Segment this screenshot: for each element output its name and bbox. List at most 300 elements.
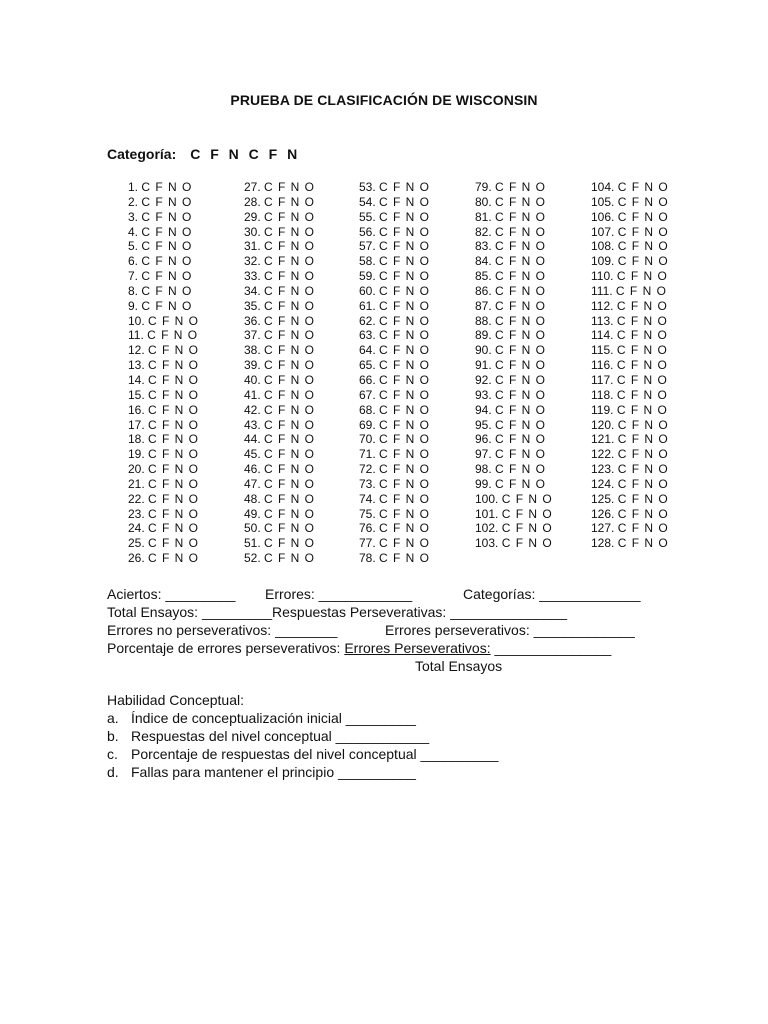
trial-number: 68. — [359, 402, 380, 417]
trial-item — [244, 477, 315, 492]
trial-number: 67. — [359, 387, 380, 402]
trial-number: 88. — [475, 313, 496, 328]
trial-item — [359, 492, 430, 507]
trial-item — [475, 388, 553, 403]
trial-number: 58. — [359, 254, 380, 269]
trial-item — [475, 447, 553, 462]
trial-item — [244, 418, 315, 433]
trial-item — [244, 551, 315, 566]
trial-item — [244, 210, 315, 225]
trial-options: C F N O — [495, 417, 547, 432]
trial-options: C F N O — [264, 254, 316, 269]
trial-item — [128, 447, 199, 462]
trial-number: 60. — [359, 283, 380, 298]
trial-number: 103. — [475, 536, 502, 551]
trial-item — [591, 462, 669, 477]
trial-options: C F N O — [379, 194, 431, 209]
trial-number: 101. — [475, 506, 502, 521]
categoria-line — [107, 146, 297, 162]
trial-options: C F N O — [616, 387, 668, 402]
trial-number: 8. — [128, 283, 142, 298]
trial-number: 72. — [359, 462, 380, 477]
trial-number: 93. — [475, 387, 496, 402]
trial-number: 59. — [359, 269, 380, 284]
trial-number: 62. — [359, 313, 380, 328]
trial-item — [359, 269, 430, 284]
porcentaje-numerator: Errores Perseverativos: — [344, 640, 491, 656]
trial-number: 71. — [359, 447, 380, 462]
trial-number: 127. — [591, 521, 618, 536]
trial-item — [359, 551, 430, 566]
trial-number: 17. — [128, 417, 149, 432]
trial-number: 50. — [244, 521, 265, 536]
trial-number: 20. — [128, 462, 149, 477]
porcentaje-denominator: Total Ensayos — [415, 658, 503, 674]
trial-number: 65. — [359, 358, 380, 373]
trial-number: 73. — [359, 476, 380, 491]
trial-number: 40. — [244, 372, 265, 387]
trial-options: C F N O — [148, 343, 200, 358]
trial-number: 34. — [244, 283, 265, 298]
trial-item — [591, 269, 669, 284]
trial-item — [475, 492, 553, 507]
trial-options: C F N O — [147, 328, 199, 343]
trials-column-3 — [359, 180, 430, 566]
trial-number: 91. — [475, 358, 496, 373]
habilidad-heading: Habilidad Conceptual: — [107, 692, 244, 708]
trial-item — [359, 432, 430, 447]
trial-item — [359, 536, 430, 551]
trial-options: C F N O — [141, 180, 193, 194]
trial-item — [244, 521, 315, 536]
trial-item — [591, 477, 669, 492]
trial-options: C F N O — [616, 358, 668, 373]
trial-number: 80. — [475, 194, 496, 209]
trials-column-2 — [244, 180, 315, 566]
trial-number: 117. — [591, 372, 617, 387]
trial-options: C F N O — [141, 224, 193, 239]
respuestas-perseverativas-field: Respuestas Perseverativas: _______________ — [272, 604, 567, 620]
trial-options: C F N O — [264, 328, 316, 343]
trial-number: 111. — [591, 283, 616, 298]
trial-options: C F N O — [148, 447, 200, 462]
trial-item — [591, 254, 669, 269]
trial-number: 115. — [591, 343, 617, 358]
habilidad-item-letter: d. — [107, 764, 119, 780]
trial-number: 47. — [244, 476, 265, 491]
trial-number: 24. — [128, 521, 149, 536]
trial-options: C F N O — [148, 521, 200, 536]
trial-number: 38. — [244, 343, 265, 358]
trial-options: C F N O — [617, 521, 669, 536]
trial-item — [128, 195, 199, 210]
trial-options: C F N O — [264, 476, 316, 491]
trial-item — [244, 239, 315, 254]
trial-options: C F N O — [379, 283, 431, 298]
trial-item — [128, 462, 199, 477]
trial-number: 54. — [359, 194, 380, 209]
trial-options: C F N O — [379, 447, 431, 462]
trial-item — [591, 403, 669, 418]
trial-item — [591, 195, 669, 210]
trial-item — [359, 180, 430, 195]
trial-options: C F N O — [495, 298, 547, 313]
trial-options: C F N O — [495, 476, 547, 491]
trial-number: 121. — [591, 432, 618, 447]
trial-number: 66. — [359, 372, 380, 387]
trial-options: C F N O — [501, 521, 553, 536]
errores-field: Errores: ____________ — [265, 586, 413, 602]
trial-item — [475, 225, 553, 240]
trial-item — [475, 373, 553, 388]
trial-item — [591, 210, 669, 225]
trial-item — [359, 299, 430, 314]
trial-item — [359, 462, 430, 477]
trial-number: 122. — [591, 447, 618, 462]
trial-options: C F N O — [617, 536, 669, 551]
trial-options: C F N O — [148, 313, 200, 328]
trial-number: 45. — [244, 447, 265, 462]
trial-number: 57. — [359, 239, 380, 254]
trial-number: 7. — [128, 269, 142, 284]
trial-item — [244, 225, 315, 240]
trial-options: C F N O — [264, 536, 316, 551]
trial-number: 44. — [244, 432, 265, 447]
trial-options: C F N O — [379, 402, 431, 417]
trial-options: C F N O — [617, 476, 669, 491]
trial-item — [244, 447, 315, 462]
trial-item — [359, 328, 430, 343]
trial-number: 107. — [591, 224, 618, 239]
trial-number: 96. — [475, 432, 496, 447]
trial-options: C F N O — [379, 209, 431, 224]
habilidad-item-letter: c. — [107, 746, 118, 762]
trial-item — [128, 477, 199, 492]
trial-number: 124. — [591, 476, 618, 491]
trial-number: 86. — [475, 283, 496, 298]
trials-column-5 — [591, 180, 669, 551]
trial-item — [244, 373, 315, 388]
trial-number: 46. — [244, 462, 265, 477]
trial-number: 70. — [359, 432, 380, 447]
habilidad-item — [107, 763, 498, 781]
trial-item — [359, 343, 430, 358]
trial-options: C F N O — [616, 372, 668, 387]
trial-item — [244, 358, 315, 373]
trial-options: C F N O — [148, 402, 200, 417]
trial-item — [359, 418, 430, 433]
trial-number: 35. — [244, 298, 265, 313]
page-title: PRUEBA DE CLASIFICACIÓN DE WISCONSIN — [230, 92, 538, 108]
trial-options: C F N O — [264, 283, 316, 298]
categoria-values: C F N C F N — [190, 146, 298, 162]
trial-item — [591, 507, 669, 522]
trial-options: C F N O — [264, 387, 316, 402]
trial-options: C F N O — [617, 506, 669, 521]
trial-item — [128, 343, 199, 358]
trial-number: 108. — [591, 239, 618, 254]
trial-number: 52. — [244, 551, 265, 566]
trial-options: C F N O — [264, 209, 316, 224]
trial-number: 33. — [244, 269, 265, 284]
errores-no-perseverativos-field: Errores no perseverativos: ________ — [107, 622, 338, 638]
trial-item — [475, 210, 553, 225]
trial-options: C F N O — [617, 224, 669, 239]
trial-item — [591, 447, 669, 462]
trial-number: 123. — [591, 462, 618, 477]
trial-number: 90. — [475, 343, 496, 358]
trial-number: 104. — [591, 180, 618, 194]
trial-number: 53. — [359, 180, 380, 194]
trial-options: C F N O — [617, 239, 669, 254]
trial-item — [359, 373, 430, 388]
trial-options: C F N O — [616, 313, 668, 328]
trial-options: C F N O — [495, 283, 547, 298]
habilidad-item-text: Porcentaje de respuestas del nivel conceptual __________ — [131, 746, 499, 762]
trial-item — [244, 314, 315, 329]
trial-item — [591, 432, 669, 447]
aciertos-field: Aciertos: _________ — [107, 586, 236, 602]
trial-options: C F N O — [264, 432, 316, 447]
trial-options: C F N O — [495, 402, 547, 417]
trial-options: C F N O — [617, 447, 669, 462]
trial-options: C F N O — [495, 239, 547, 254]
trial-options: C F N O — [617, 432, 669, 447]
categoria-label: Categoría: — [107, 146, 177, 162]
summary-section — [107, 585, 641, 675]
trial-number: 48. — [244, 491, 265, 506]
trial-item — [475, 254, 553, 269]
trial-number: 32. — [244, 254, 265, 269]
trial-number: 95. — [475, 417, 496, 432]
trial-number: 51. — [244, 536, 265, 551]
trial-item — [128, 314, 199, 329]
trial-options: C F N O — [617, 491, 669, 506]
trial-options: C F N O — [495, 372, 547, 387]
trial-number: 56. — [359, 224, 380, 239]
trial-item — [359, 388, 430, 403]
trial-item — [128, 225, 199, 240]
trial-number: 120. — [591, 417, 618, 432]
trial-options: C F N O — [379, 180, 431, 194]
trial-options: C F N O — [141, 298, 193, 313]
trial-options: C F N O — [379, 551, 431, 566]
trial-number: 39. — [244, 358, 265, 373]
habilidad-item-letter: b. — [107, 728, 119, 744]
trial-options: C F N O — [148, 506, 200, 521]
trial-number: 110. — [591, 269, 617, 284]
trial-item — [591, 388, 669, 403]
trial-options: C F N O — [616, 343, 668, 358]
trial-number: 76. — [359, 521, 380, 536]
errores-perseverativos-field: Errores perseverativos: _____________ — [385, 622, 635, 638]
trial-number: 37. — [244, 328, 265, 343]
trial-number: 74. — [359, 491, 380, 506]
trial-number: 78. — [359, 551, 380, 566]
trial-number: 82. — [475, 224, 496, 239]
trial-options: C F N O — [379, 328, 431, 343]
trial-number: 15. — [128, 387, 149, 402]
trial-options: C F N O — [264, 372, 316, 387]
trial-options: C F N O — [264, 462, 316, 477]
trial-options: C F N O — [379, 387, 431, 402]
trial-item — [359, 358, 430, 373]
trial-number: 18. — [128, 432, 149, 447]
trial-item — [591, 343, 669, 358]
trial-item — [475, 477, 553, 492]
trial-options: C F N O — [617, 180, 669, 194]
trial-item — [591, 284, 669, 299]
trial-item — [128, 284, 199, 299]
trial-number: 11. — [128, 328, 148, 343]
trial-number: 49. — [244, 506, 265, 521]
trial-item — [475, 269, 553, 284]
habilidad-item-text: Respuestas del nivel conceptual ____________ — [131, 728, 430, 744]
trial-item — [475, 462, 553, 477]
trial-options: C F N O — [141, 269, 193, 284]
trial-options: C F N O — [495, 387, 547, 402]
trial-options: C F N O — [148, 551, 200, 566]
trial-options: C F N O — [148, 536, 200, 551]
trial-options: C F N O — [379, 269, 431, 284]
trial-number: 23. — [128, 506, 149, 521]
trial-number: 125. — [591, 491, 618, 506]
trial-item — [128, 328, 199, 343]
trial-number: 9. — [128, 298, 142, 313]
trial-number: 79. — [475, 180, 496, 194]
trial-options: C F N O — [264, 343, 316, 358]
trial-options: C F N O — [148, 372, 200, 387]
trial-number: 29. — [244, 209, 265, 224]
trial-number: 81. — [475, 209, 496, 224]
trial-options: C F N O — [616, 269, 668, 284]
trial-number: 16. — [128, 402, 149, 417]
trial-options: C F N O — [379, 298, 431, 313]
total-ensayos-field: Total Ensayos: _________ — [107, 604, 273, 620]
trial-options: C F N O — [495, 328, 547, 343]
trial-options: C F N O — [495, 209, 547, 224]
trial-number: 94. — [475, 402, 496, 417]
trial-item — [591, 536, 669, 551]
trial-options: C F N O — [379, 432, 431, 447]
trial-item — [244, 254, 315, 269]
trial-options: C F N O — [495, 432, 547, 447]
trial-item — [244, 299, 315, 314]
trial-item — [591, 225, 669, 240]
trial-options: C F N O — [141, 209, 193, 224]
trial-item — [244, 284, 315, 299]
trial-options: C F N O — [501, 506, 553, 521]
trial-number: 98. — [475, 462, 496, 477]
trial-options: C F N O — [148, 476, 200, 491]
trial-number: 89. — [475, 328, 496, 343]
porcentaje-blank: _______________ — [494, 640, 612, 656]
trial-number: 102. — [475, 521, 502, 536]
trial-options: C F N O — [141, 239, 193, 254]
trial-options: C F N O — [495, 447, 547, 462]
trial-number: 75. — [359, 506, 380, 521]
trial-options: C F N O — [148, 491, 200, 506]
trial-item — [591, 418, 669, 433]
trial-number: 113. — [591, 313, 617, 328]
trial-options: C F N O — [379, 491, 431, 506]
trial-item — [128, 210, 199, 225]
trial-options: C F N O — [495, 224, 547, 239]
trial-item — [359, 254, 430, 269]
trial-number: 13. — [128, 358, 149, 373]
trial-options: C F N O — [264, 402, 316, 417]
trial-options: C F N O — [379, 343, 431, 358]
trial-options: C F N O — [495, 254, 547, 269]
trial-item — [244, 403, 315, 418]
habilidad-conceptual-section — [107, 691, 498, 781]
trial-options: C F N O — [617, 462, 669, 477]
habilidad-item — [107, 745, 498, 763]
trial-options: C F N O — [379, 224, 431, 239]
trial-options: C F N O — [264, 239, 316, 254]
trial-item — [244, 432, 315, 447]
trial-item — [475, 314, 553, 329]
trial-options: C F N O — [264, 194, 316, 209]
trial-options: C F N O — [379, 417, 431, 432]
trial-item — [244, 180, 315, 195]
trial-options: C F N O — [379, 462, 431, 477]
trial-options: C F N O — [264, 447, 316, 462]
trial-options: C F N O — [379, 372, 431, 387]
trial-item — [591, 358, 669, 373]
trial-item — [591, 521, 669, 536]
trial-options: C F N O — [264, 358, 316, 373]
trial-number: 114. — [591, 328, 617, 343]
trial-options: C F N O — [148, 358, 200, 373]
trial-options: C F N O — [495, 313, 547, 328]
trial-number: 118. — [591, 387, 617, 402]
trial-options: C F N O — [264, 180, 316, 194]
trial-options: C F N O — [148, 462, 200, 477]
trial-item — [128, 358, 199, 373]
trial-number: 116. — [591, 358, 617, 373]
trial-options: C F N O — [617, 254, 669, 269]
trial-item — [359, 225, 430, 240]
trial-item — [475, 403, 553, 418]
trial-item — [128, 180, 199, 195]
trial-number: 6. — [128, 254, 142, 269]
trial-item — [128, 507, 199, 522]
trial-item — [128, 403, 199, 418]
trial-options: C F N O — [264, 298, 316, 313]
trial-number: 87. — [475, 298, 496, 313]
trial-item — [359, 447, 430, 462]
trials-column-1 — [128, 180, 199, 566]
trial-item — [475, 358, 553, 373]
trial-item — [128, 269, 199, 284]
trial-options: C F N O — [379, 521, 431, 536]
habilidad-item-text: Índice de conceptualización inicial _________ — [131, 710, 416, 726]
trial-options: C F N O — [379, 358, 431, 373]
trial-number: 21. — [128, 476, 149, 491]
trial-options: C F N O — [495, 180, 547, 194]
trial-number: 4. — [128, 224, 142, 239]
trial-item — [475, 328, 553, 343]
trial-item — [359, 210, 430, 225]
trial-options: C F N O — [495, 462, 547, 477]
categorias-field: Categorías: _____________ — [463, 586, 641, 602]
trial-item — [244, 195, 315, 210]
trial-options: C F N O — [616, 328, 668, 343]
trial-item — [359, 477, 430, 492]
trial-number: 126. — [591, 506, 618, 521]
trial-options: C F N O — [616, 402, 668, 417]
